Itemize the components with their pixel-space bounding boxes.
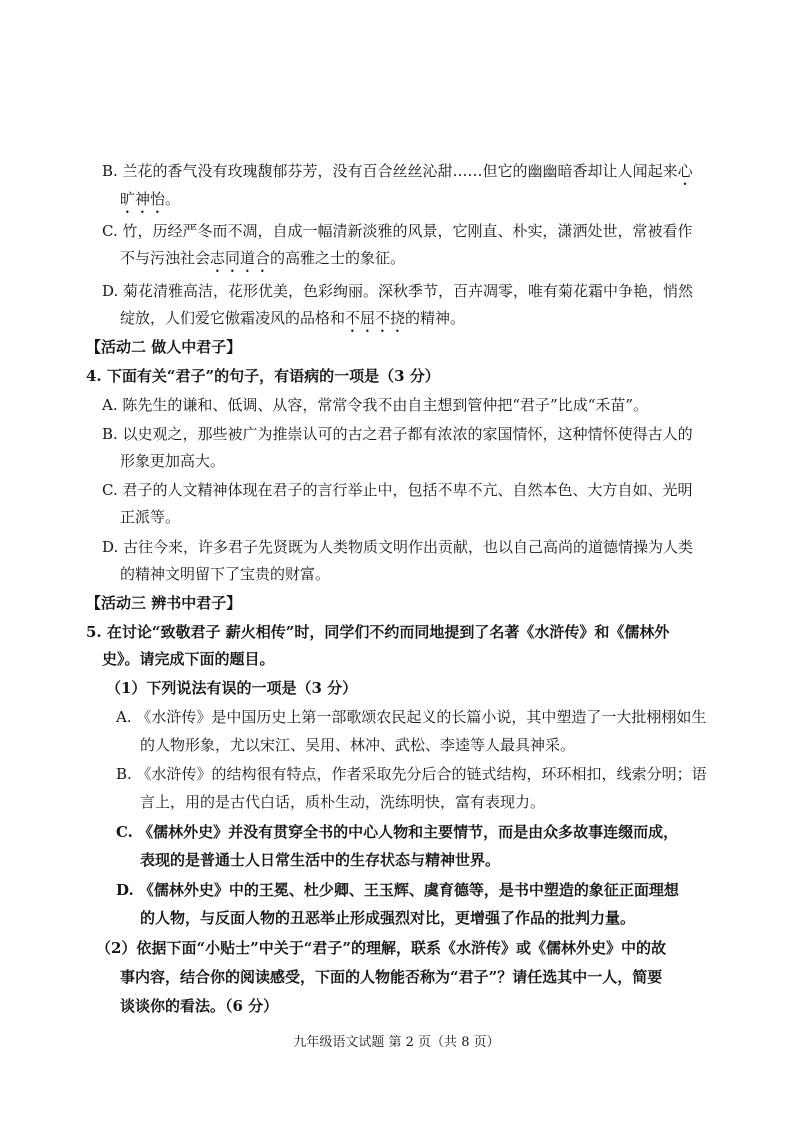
q5-option-b-line2: 言上，用的是古代白话，质朴生动，洗练明快，富有表现力。 <box>140 793 546 811</box>
q5-option-a-line2: 的人物形象，尤以宋江、吴用、林冲、武松、李逵等人最具神采。 <box>140 736 576 754</box>
page-footer: 九年级语文试题 第 2 页（共 8 页） <box>293 1035 500 1050</box>
q5-sub1-stem: （1）下列说法有误的一项是（3 分） <box>106 679 358 697</box>
q4-option-b-line2: 形象更加高大。 <box>120 452 226 470</box>
q4-option-c-line2: 正派等。 <box>120 508 181 526</box>
q5-sub2-line1: （2）依据下面“小贴士”中关于“君子”的理解，联系《水浒传》或《儒林外史》中的故 <box>96 939 666 957</box>
q5-option-a-line1: A. 《水浒传》是中国历史上第一部歌颂农民起义的长篇小说，其中塑造了一大批栩栩如生 <box>116 708 707 726</box>
q3-option-c-line2: 不与污浊社会志同道合的高雅之士的象征。 <box>120 249 406 267</box>
q3-option-b-line1: B. 兰花的香气没有玫瑰馥郁芬芳，没有百合丝丝沁甜……但它的幽幽暗香却让人闻起来心 <box>102 162 693 180</box>
q4-option-b-line1: B. 以史观之，那些被广为推崇认可的古之君子都有浓浓的家国情怀，这种情怀使得古人的 <box>102 425 693 443</box>
q5-option-c-line2: 表现的是普通士人日常生活中的生存状态与精神世界。 <box>140 851 501 869</box>
activity2-heading: 【活动二 做人中君子】 <box>86 338 242 356</box>
q4-option-d-line2: 的精神文明留下了宝贵的财富。 <box>120 565 331 583</box>
q5-option-b-line1: B. 《水浒传》的结构很有特点，作者采取先分后合的链式结构，环环相扣，线索分明；语 <box>116 765 707 783</box>
q4-option-a: A. 陈先生的谦和、低调、从容，常常令我不由自主想到管仲把“君子”比成“禾苗”。 <box>102 396 649 414</box>
q3-option-c-line1: C. 竹，历经严冬而不凋，自成一幅清新淡雅的风景，它刚直、朴实，潇洒处世，常被看作 <box>102 222 693 240</box>
q3-option-d-line1: D. 菊花清雅高洁，花形优美，色彩绚丽。深秋季节，百卉凋零，唯有菊花霜中争艳，悄然 <box>102 282 694 300</box>
activity3-heading: 【活动三 辨书中君子】 <box>86 594 242 612</box>
q5-stem-line1: 5. 在讨论“致敬君子 薪火相传”时，同学们不约而同地提到了名著《水浒传》和《儒林外 <box>86 623 670 641</box>
q5-option-d-line1: D. 《儒林外史》中的王冕、杜少卿、王玉辉、虞育德等，是书中塑造的象征正面理想 <box>116 881 679 899</box>
q5-option-d-line2: 的人物，与反面人物的丑恶举止形成强烈对比，更增强了作品的批判力量。 <box>140 909 636 927</box>
q4-option-c-line1: C. 君子的人文精神体现在君子的言行举止中，包括不卑不亢、自然本色、大方自如、光明 <box>102 481 693 499</box>
q5-sub2-line2: 事内容，结合你的阅读感受，下面的人物能否称为“君子”？请任选其中一人，简要 <box>120 968 663 986</box>
q4-stem: 4. 下面有关“君子”的句子，有语病的一项是（3 分） <box>86 367 440 385</box>
q5-stem-line2: 史》。请完成下面的题目。 <box>102 650 275 668</box>
q5-option-c-line1: C. 《儒林外史》并没有贯穿全书的中心人物和主要情节，而是由众多故事连缀而成， <box>116 823 679 841</box>
q5-sub2-line3: 谈谈你的看法。（6 分） <box>120 997 279 1015</box>
q3-option-d-line2: 绽放，人们爱它傲霜凌风的品格和不屈不挠的精神。 <box>120 309 466 327</box>
q3-option-b-line2: 旷神怡。 <box>120 190 181 208</box>
q4-option-d-line1: D. 古往今来，许多君子先贤既为人类物质文明作出贡献，也以自己高尚的道德情操为人类 <box>102 538 694 556</box>
